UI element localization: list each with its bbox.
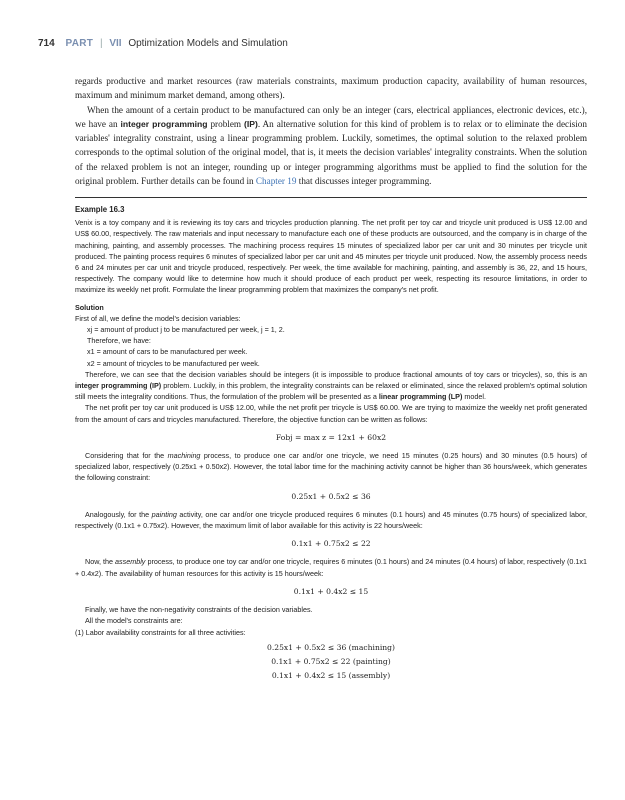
constraint-equation: 0.1x1 + 0.4x2 ≤ 15 bbox=[293, 586, 369, 596]
solution-heading: Solution bbox=[75, 302, 104, 312]
constraint-equation: 0.25x1 + 0.5x2 ≤ 36 bbox=[291, 491, 371, 501]
bold-term: integer programming (IP) bbox=[75, 381, 162, 391]
variable-definition: xj = amount of product j to be manufactured per week, j = 1, 2. bbox=[87, 325, 285, 335]
solution-text: Finally, we have the non-negativity constraints of the decision variables. bbox=[85, 605, 313, 615]
constraint-list bbox=[75, 642, 587, 682]
variable-definition: x2 = amount of tricycles to be manufactured per week. bbox=[87, 358, 260, 368]
constraint-equation: 0.1x1 + 0.75x2 ≤ 22 bbox=[291, 539, 371, 549]
example-title: Example 16.3 bbox=[75, 205, 125, 214]
list-item: (1) Labor availability constraints for all three activities: bbox=[75, 627, 246, 637]
solution-text: Considering that for the machining process, to produce one car and/or one tricycle, we need 15 minutes (0.25 hours) and 30 minutes (0.5 hours) of specialized labor, respectively (0.25x1 + 0.50x2). However, the total labor time for the machining activity cannot be higher than 36 hours/week, which generates the following constraint: bbox=[75, 451, 587, 483]
chapter-link[interactable]: Chapter 19 bbox=[255, 176, 297, 187]
solution-text: All the model's constraints are: bbox=[85, 616, 183, 626]
paragraph: When the amount of a certain product to be manufactured can only be an integer (cars, electrical appliances, electronic devices, etc.), we have an integer programming problem (IP). An alternative solution for this kind of problem is to relax or to eliminate the decision variables' integrality constraint, using a linear programming problem. Luckily, sometimes, the optimal solution to the relaxed problem corresponds to the optimal solution of the original model, that is, it meets the decision variables' integrality constraints. When the solution of the relaxed problem is not an integer, rounding up or integer programming algorithms must be applied to find the solution for the original problem. Further details can be found in Chapter 19 that discusses integer programming. bbox=[75, 104, 587, 187]
solution-text: Therefore, we have: bbox=[87, 336, 151, 346]
solution-text: First of all, we define the model's decision variables: bbox=[75, 313, 241, 323]
part-label: PART bbox=[65, 38, 94, 49]
part-title: Optimization Models and Simulation bbox=[128, 38, 288, 49]
body-text bbox=[75, 74, 587, 188]
bold-term: (IP) bbox=[244, 118, 258, 129]
constraint-equation: 0.25x1 + 0.5x2 ≤ 36 (machining) bbox=[267, 642, 395, 652]
solution-text: Analogously, for the painting activity, one car and/or one tricycle produced requires 6 minutes (0.1 hours) and 45 minutes (0.75 hours) of specialized labor, respectively (0.1x1 + 0.75x2). However, the maximum limit of labor available for this activity is 22 hours/week: bbox=[75, 509, 587, 531]
variable-definition: x1 = amount of cars to be manufactured per week. bbox=[87, 347, 248, 357]
solution-text: Therefore, we can see that the decision variables should be integers (it is impossible to produce fractional amounts of toy cars or tricycles), so, this is an integer programming (IP) problem. Luckily, in this problem, the integrality constraints can be relaxed or eliminated, since the relaxed problem's optimal solution still meets the integrality conditions. Thus, the formulation of the problem will be presented as a linear programming (LP) model. bbox=[75, 369, 587, 402]
bold-term: linear programming (LP) bbox=[378, 392, 463, 402]
paragraph: regards productive and market resources (raw materials constraints, maximum production capacity, availability of human resources, maximum and minimum market demand, among others). bbox=[75, 76, 587, 101]
example-statement: Venix is a toy company and it is reviewing its toy cars and tricycles production planning. The net profit per toy car and tricycle unit produced is US$ 12.00 and US$ 60.00, respectively. The raw materials and input necessary to manufacture each one of these products are outsourced, and the company is in charge of the machining, painting, and assembly processes. The machining process requires 15 minutes of specialized labor per car unit and 30 minutes per tricycle unit produced. The painting process requires 6 minutes of specialized labor per car unit and 45 minutes per tricycle unit produced. Now, the assembly process needs 6 and 24 minutes per car unit and tricycle produced, respectively. Per week, the time available for machining, painting, and assembly is 36, 22, and 15 hours, respectively. The company would like to determine how much it should produce of each product per week, respecting its resource limitations, in order to maximize its weekly net profit. Formulate the linear programming problem that maximizes the company's net profit. bbox=[75, 218, 587, 295]
page-number: 714 bbox=[38, 38, 55, 49]
constraint-equation: 0.1x1 + 0.75x2 ≤ 22 (painting) bbox=[271, 656, 391, 666]
running-header bbox=[38, 38, 288, 49]
bold-term: integer programming bbox=[120, 118, 208, 129]
example-box bbox=[75, 197, 587, 684]
part-number: VII bbox=[109, 38, 122, 49]
constraint-equation: 0.1x1 + 0.4x2 ≤ 15 (assembly) bbox=[271, 671, 391, 681]
objective-function: Fobj = max z = 12x1 + 60x2 bbox=[275, 432, 387, 442]
solution-text: The net profit per toy car unit produced is US$ 12.00, while the net profit per tricycle is US$ 60.00. We are trying to maximize the weekly net profit generated from the amount of cars and tricycles manufactured. Therefore, the objective function can be written as follows: bbox=[75, 403, 587, 424]
solution-text: Now, the assembly process, to produce one toy car and/or one tricycle, requires 6 minutes (0.1 hours) and 24 minutes (0.4 hours) of labor, respectively (0.1x1 + 0.4x2). The availability of human resources for this activity is 15 hours/week: bbox=[75, 557, 587, 578]
header-separator: | bbox=[99, 38, 103, 49]
